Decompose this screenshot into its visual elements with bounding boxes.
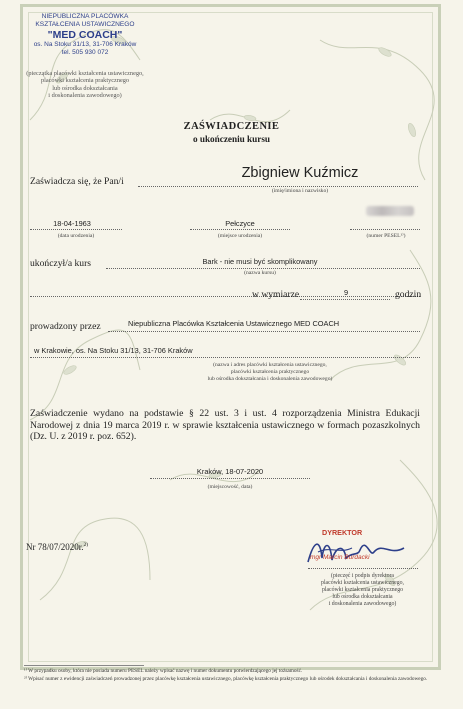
course-line-2 — [30, 296, 420, 297]
hours-prefix: w wymiarze — [252, 289, 300, 300]
birth-date-caption: (data urodzenia) — [57, 233, 95, 239]
stamp-caption-line: lub ośrodka dokształcania — [52, 84, 118, 92]
hours-suffix: godzin — [395, 289, 422, 300]
person-name: Zbigniew Kuźmicz — [241, 165, 359, 181]
director-name: mgr Marcin Burdacki — [310, 554, 370, 561]
certificate-number-value: Nr 78/07/2020r. — [26, 542, 84, 552]
birth-place: Pełczyce — [225, 219, 255, 228]
stamp-line2: KSZTAŁCENIA USTAWICZNEGO — [35, 21, 135, 28]
completed-label: ukończył/a kurs — [30, 258, 92, 269]
hours-line — [300, 299, 390, 300]
signature-caption-line: i doskonalenia zawodowego) — [328, 601, 397, 607]
organizer-caption-line: placówki kształcenia praktycznego — [230, 369, 310, 375]
organizer-address-line — [30, 357, 420, 358]
footnote-separator — [24, 665, 144, 666]
stamp-address: os. Na Stoku 31/13, 31-706 Kraków — [33, 41, 137, 48]
place-date-caption: (miejscowość, data) — [207, 484, 253, 490]
course-line — [106, 268, 420, 269]
pesel-caption: (numer PESEL¹⁾) — [366, 233, 406, 239]
document-subtitle: o ukończeniu kursu — [192, 134, 271, 144]
birth-date: 18-04-1963 — [53, 219, 91, 228]
course-name: Bark - nie musi być skomplikowany — [202, 257, 318, 266]
organizer-name: Niepubliczna Placówka Kształcenia Ustawicznego MED COACH — [128, 319, 340, 328]
organizer-caption — [170, 362, 370, 383]
organized-label: prowadzony przez — [30, 321, 101, 332]
director-title: DYREKTOR — [322, 528, 363, 537]
stamp-caption-line: (pieczątka placówki kształcenia ustawicznego, — [26, 70, 144, 77]
organizer-caption-line: lub ośrodka dokształcania i doskonalenia zawodowego) — [207, 376, 333, 382]
pesel-redacted — [366, 206, 414, 216]
stamp-name: "MED COACH" — [47, 29, 123, 41]
signature-line — [308, 568, 418, 569]
place-date: Kraków, 18-07-2020 — [196, 467, 264, 476]
organizer-caption-line: (nazwa i adres placówki kształcenia ustawicznego, — [213, 362, 327, 368]
stamp-caption-line: i doskonalenia zawodowego) — [48, 92, 122, 100]
footnote-1: ¹⁾ W przypadku osoby, która nie posiada numeru PESEL należy wpisać nazwę i numer dokumentu potwierdzającego jej tożsamość. — [24, 668, 303, 674]
place-date-line — [150, 478, 310, 479]
certificate-number — [26, 542, 88, 552]
name-dotted-line — [138, 186, 418, 187]
hours-value: 9 — [343, 288, 349, 297]
pesel-line — [350, 229, 420, 230]
course-caption: (nazwa kursu) — [244, 270, 276, 276]
document-title: ZAŚWIADCZENIE — [183, 121, 280, 132]
certify-label: Zaświadcza się, że Pan/i — [30, 176, 124, 187]
signature-mark — [300, 532, 410, 572]
institution-stamp — [10, 13, 160, 57]
signature-caption-line: lub ośrodka dokształcania — [332, 594, 393, 600]
certificate-number-sup: 2) — [83, 542, 89, 548]
signature-caption — [300, 573, 425, 608]
signature-caption-line: placówki kształcenia ustawicznego, — [321, 580, 404, 586]
signature-caption-line: placówki kształcenia praktycznego — [321, 587, 404, 593]
organizer-address: w Krakowie, os. Na Stoku 31/13, 31-706 Kraków — [34, 346, 193, 355]
legal-paragraph: Zaświadczenie wydano na podstawie § 22 ust. 3 i ust. 4 rozporządzenia Ministra Edukacji Narodowej z dnia 19 marca 2019 r. w sprawie kształcenia ustawicznego w formach pozaszkolnych (Dz. U. z 2019 r. poz. 652). — [30, 408, 420, 443]
organizer-line — [108, 331, 420, 332]
stamp-line1: NIEPUBLICZNA PLACÓWKA — [41, 13, 129, 20]
name-caption: (imię/imiona i nazwisko) — [271, 188, 329, 194]
birth-date-line — [30, 229, 122, 230]
stamp-phone: tel. 505 930 072 — [61, 49, 109, 56]
birth-place-caption: (miejsce urodzenia) — [217, 233, 263, 239]
footnote-2: ²⁾ Wpisać numer z ewidencji zaświadczeń prowadzonej przez placówkę kształcenia ustawicznego, placówkę kształcenia praktycznego lub ośrodek dokształcania i doskonalenia zawodowego. — [24, 676, 428, 682]
stamp-caption — [14, 70, 156, 100]
stamp-caption-line: placówki kształcenia praktycznego — [40, 77, 130, 85]
signature-caption-line: (pieczęć i podpis dyrektora — [331, 573, 394, 579]
birth-place-line — [190, 229, 290, 230]
